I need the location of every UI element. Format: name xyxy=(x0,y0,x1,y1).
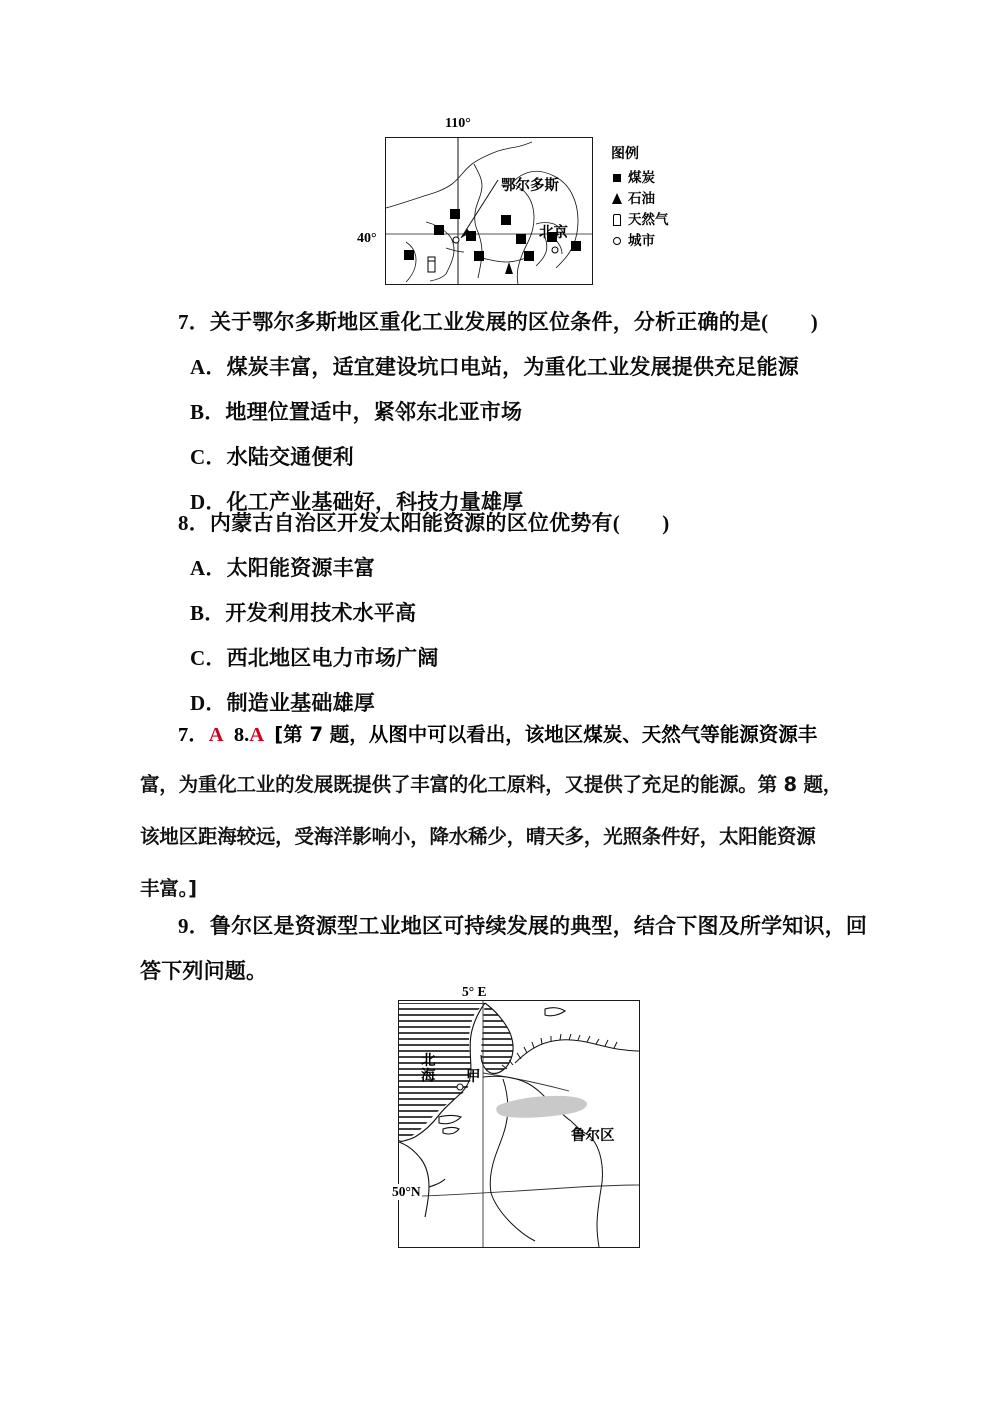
answer-7-label: 7． xyxy=(178,724,209,746)
question-7-option-a[interactable]: A．煤炭丰富，适宜建设坑口电站，为重化工业发展提供充足能源 xyxy=(190,355,799,379)
map1-latitude-label: 40° xyxy=(357,231,377,246)
question-8-option-c[interactable]: C．西北地区电力市场广阔 xyxy=(190,646,439,670)
ruhr-shaded-area xyxy=(496,1096,587,1118)
gas-symbols xyxy=(428,257,435,272)
question-7-option-d[interactable]: D．化工产业基础好，科技力量雄厚 xyxy=(190,490,524,514)
question-9-line-1: 9．鲁尔区是资源型工业地区可持续发展的典型，结合下图及所学知识，回 xyxy=(178,914,868,938)
ordos-energy-map xyxy=(385,137,593,285)
legend-label-coal: 煤炭 xyxy=(628,169,655,185)
map1-place-ordos: 鄂尔多斯 xyxy=(501,178,559,194)
map2-label-north-sea: 北海 xyxy=(418,1052,435,1083)
borders xyxy=(483,1040,639,1247)
legend-title: 图例 xyxy=(611,147,639,162)
legend-item-city xyxy=(611,230,701,251)
question-8-option-d[interactable]: D．制造业基础雄厚 xyxy=(190,691,375,715)
legend-label-oil: 石油 xyxy=(628,190,655,206)
question-9-line-2: 答下列问题。 xyxy=(140,959,268,983)
question-7-option-b[interactable]: B．地理位置适中，紧邻东北亚市场 xyxy=(190,400,523,424)
gas-tank-icon xyxy=(611,214,622,226)
oil-symbols xyxy=(505,262,513,274)
coast-ticks xyxy=(502,1034,617,1069)
answer-7-value: A xyxy=(208,724,224,746)
question-8-stem: 8．内蒙古自治区开发太阳能资源的区位优势有( ) xyxy=(178,511,670,535)
legend-item-coal xyxy=(611,167,701,188)
question-7-stem: 7．关于鄂尔多斯地区重化工业发展的区位条件，分析正确的是( ) xyxy=(178,310,818,334)
map1-place-beijing: 北京 xyxy=(539,225,568,241)
map2-latitude-label: 50°N xyxy=(392,1184,421,1199)
question-7-option-c[interactable]: C．水陆交通便利 xyxy=(190,445,354,469)
answer-8-label: 8. xyxy=(233,724,250,746)
city-circle-icon xyxy=(611,237,622,245)
answer-8-value: A xyxy=(249,724,264,746)
map2-label-point-jia: 甲 xyxy=(466,1069,481,1085)
explanation-line-3: 该地区距海较远，受海洋影响小，降水稀少，晴天多，光照条件好，太阳能资源 xyxy=(140,825,816,848)
explanation-line-2: 富，为重化工业的发展既提供了丰富的化工原料，又提供了充足的能源。第 8 题， xyxy=(140,773,843,796)
question-8-option-b[interactable]: B．开发利用技术水平高 xyxy=(190,601,417,625)
legend-item-gas xyxy=(611,209,701,230)
city-point-jia xyxy=(457,1084,463,1090)
legend-item-oil xyxy=(611,188,701,209)
question-8-option-a[interactable]: A．太阳能资源丰富 xyxy=(190,556,375,580)
legend-label-gas: 天然气 xyxy=(628,211,669,227)
ordos-map-graphic xyxy=(386,138,592,284)
legend-label-city: 城市 xyxy=(628,232,655,248)
map1-longitude-label: 110° xyxy=(445,116,471,131)
explanation-line-4: 丰富。] xyxy=(140,877,197,900)
map2-label-ruhr-region: 鲁尔区 xyxy=(571,1128,615,1144)
oil-triangle-icon xyxy=(611,193,622,204)
map2-longitude-label: 5° E xyxy=(462,984,487,999)
answer-line xyxy=(178,717,817,747)
explanation-line-1: [第 7 题，从图中可以看出，该地区煤炭、天然气等能源资源丰 xyxy=(274,723,818,746)
coal-square-icon xyxy=(611,174,622,182)
map1-legend xyxy=(611,148,701,251)
